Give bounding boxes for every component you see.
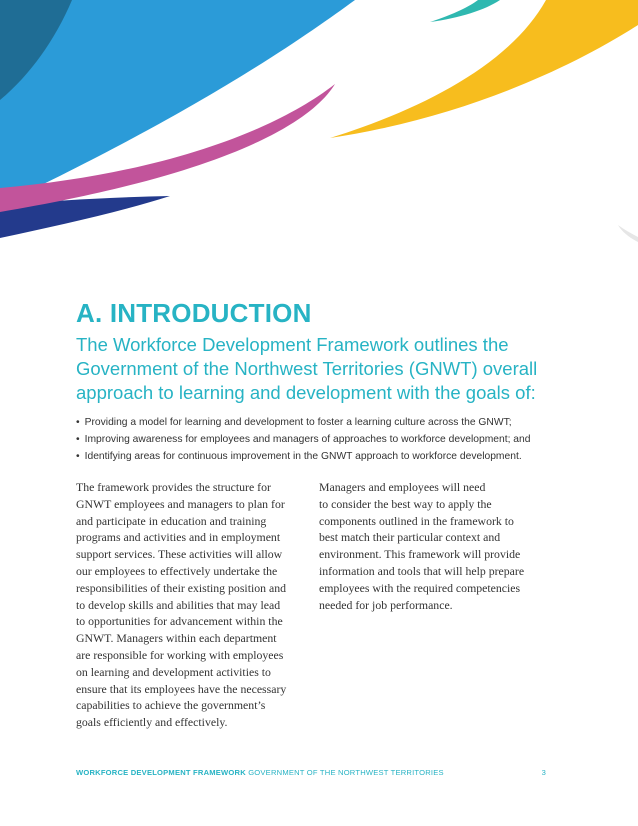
body-line: to consider the best way to apply the [319, 496, 492, 511]
body-line: Managers and employees will need [319, 480, 486, 494]
decorative-swoosh-banner [0, 0, 638, 250]
body-line: on learning and development activities to [76, 664, 271, 679]
body-line: capabilities to achieve the government’s [76, 698, 266, 713]
section-subheading: The Workforce Development Framework outlines the Government of the Northwest Territories (GNWT) overall approach to learning and development with the goals of: [76, 334, 538, 403]
body-line: ensure that its employees have the necessary [76, 681, 287, 696]
faint-gray-swoosh [618, 225, 638, 242]
goal-item: • Identifying areas for continuous improvement in the GNWT approach to workforce development. [76, 448, 566, 465]
goal-item: • Providing a model for learning and development to foster a learning culture across the GNWT; [76, 414, 566, 431]
footer-organization: GOVERNMENT OF THE NORTHWEST TERRITORIES [248, 768, 444, 777]
body-line: best match their particular context and [319, 530, 501, 545]
body-line: GNWT employees and managers to plan for [76, 496, 285, 511]
body-column-right [319, 479, 549, 613]
body-line: environment. This framework will provide [319, 547, 521, 562]
page-footer [76, 768, 546, 777]
body-line: to develop skills and abilities that may lead [76, 597, 281, 612]
body-column-left [76, 479, 306, 731]
body-line: employees with the required competencies [319, 580, 521, 595]
body-line: responsibilities of their existing position and [76, 580, 287, 595]
body-line: to opportunities for advancement within the [76, 614, 283, 629]
body-line: needed for job performance. [319, 597, 453, 612]
body-line: goals efficiently and effectively. [76, 715, 228, 730]
body-line: GNWT. Managers within each department [76, 631, 277, 646]
footer-document-title: WORKFORCE DEVELOPMENT FRAMEWORK [76, 768, 246, 777]
yellow-swoosh [330, 0, 638, 138]
goals-list [76, 414, 566, 465]
teal-swoosh [430, 0, 500, 22]
body-line: information and tools that will help prepare [319, 563, 525, 578]
body-line: The framework provides the structure for [76, 480, 271, 494]
body-line: components outlined in the framework to [319, 513, 514, 528]
body-line: our employees to effectively undertake the [76, 563, 278, 578]
body-line: and participate in education and training [76, 513, 267, 528]
page-number: 3 [541, 768, 546, 777]
body-line: programs and activities and in employment [76, 530, 281, 545]
section-heading: A. INTRODUCTION [76, 298, 312, 328]
goal-item: • Improving awareness for employees and managers of approaches to workforce development; and [76, 431, 566, 448]
body-line: support services. These activities will allow [76, 547, 283, 562]
body-line: are responsible for working with employees [76, 647, 284, 662]
